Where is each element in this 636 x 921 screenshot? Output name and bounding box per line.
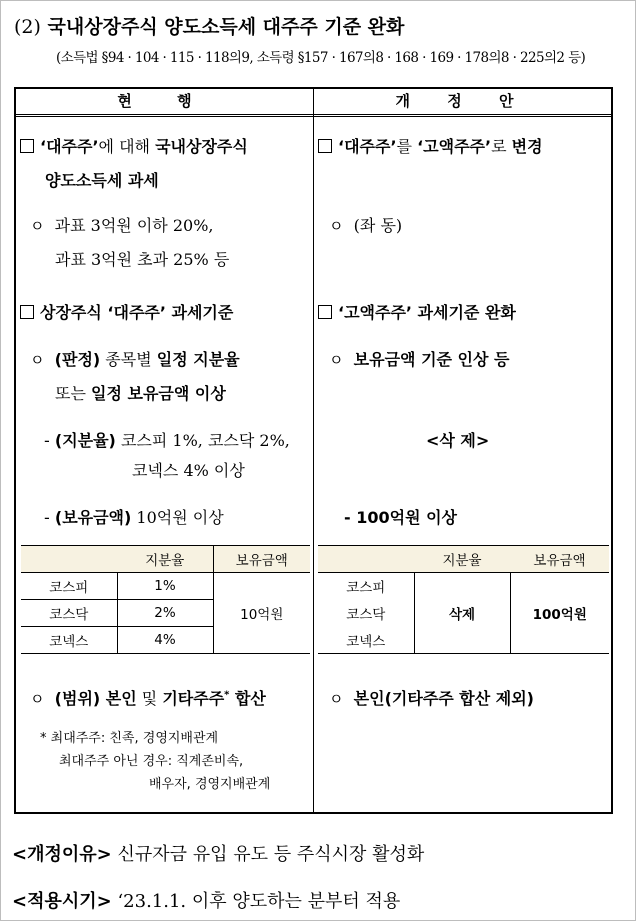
table-header-row: [318, 546, 609, 573]
note-line-2: 최대주주 아닌 경우: 직계존비속,: [59, 754, 244, 769]
current-dash-ratio: - (지분율) 코스피 1%, 코스닥 2%,: [44, 431, 290, 450]
revised-section-1: ‘대주주’를 ‘고액주주’로 변경: [318, 134, 543, 157]
reason-label: <개정이유>: [12, 844, 112, 865]
bullet-icon: ㅇ: [30, 217, 45, 235]
checkbox-square-icon: [20, 139, 34, 153]
revised-section-2: ‘고액주주’ 과세기준 완화: [318, 300, 516, 323]
column-header-amount: 보유금액: [510, 546, 609, 573]
effective-date: [12, 887, 400, 913]
revised-bullet-scope: ㅇ 본인(기타주주 합산 제외): [329, 689, 534, 708]
column-header-ratio: 지분율: [117, 546, 213, 573]
section-number: (2): [14, 16, 41, 38]
table-row: 코넥스 4%: [21, 627, 310, 654]
current-threshold-table: [21, 545, 310, 654]
current-bullet-tax-rate: ㅇ 과표 3억원 이하 20%,: [30, 216, 214, 235]
header-current: 현 행: [117, 92, 212, 110]
checkbox-square-icon: [318, 305, 332, 319]
section-title: [14, 12, 404, 39]
current-tax-rate-line2: 과표 3억원 초과 25% 등: [55, 250, 230, 269]
amount-cell: 10억원: [213, 573, 310, 654]
current-section-1: ‘대주주’에 대해 국내상장주식: [20, 134, 248, 157]
bullet-icon: ㅇ: [329, 217, 344, 235]
table-row: 코넥스: [318, 627, 609, 654]
column-header-amount: 보유금액: [213, 546, 310, 573]
current-bullet-scope: ㅇ (범위) 본인 및 기타주주* 합산: [30, 689, 266, 708]
bullet-icon: ㅇ: [329, 690, 344, 708]
effective-label: <적용시기>: [12, 891, 112, 912]
revised-threshold-table: [318, 545, 609, 654]
revised-bullet-same: ㅇ (좌 동): [329, 216, 403, 235]
current-dash-amount: - (보유금액) 10억원 이상: [44, 508, 224, 527]
amount-cell: 100억원: [510, 573, 609, 654]
reason-text: 신규자금 유입 유도 등 주식시장 활성화: [111, 844, 425, 865]
checkbox-square-icon: [20, 305, 34, 319]
comparison-table: [14, 87, 613, 814]
current-section-1-line2: 양도소득세 과세: [45, 171, 159, 190]
current-ratio-line2: 코넥스 4% 이상: [132, 461, 245, 480]
bullet-icon: ㅇ: [329, 351, 344, 369]
table-row: 코스피 삭제 100억원: [318, 573, 609, 600]
section-title-text: 국내상장주식 양도소득세 대주주 기준 완화: [47, 16, 405, 38]
table-row: 코스닥: [318, 600, 609, 627]
current-bullet-criteria: ㅇ (판정) 종목별 일정 지분율: [30, 350, 240, 369]
checkbox-square-icon: [318, 139, 332, 153]
legal-reference: (소득법 §94 · 104 · 115 · 118의9, 소득령 §157 · 167의8 · 168 · 169 · 178의8 · 225의2 등): [56, 50, 586, 66]
current-criteria-line2: 또는 일정 보유금액 이상: [55, 384, 226, 403]
table-row: 코스피 1% 10억원: [21, 573, 310, 600]
column-header-ratio: 지분율: [414, 546, 510, 573]
revised-dash-amount: - 100억원 이상: [344, 508, 458, 527]
column-divider: [313, 89, 314, 812]
table-row: 코스닥 2%: [21, 600, 310, 627]
revision-reason: [12, 840, 424, 866]
header-revised: 개 정 안: [395, 92, 530, 110]
revised-deleted-label: <삭 제>: [426, 431, 490, 450]
bullet-icon: ㅇ: [30, 351, 45, 369]
revised-bullet-criteria: ㅇ 보유금액 기준 인상 등: [329, 350, 510, 369]
note-line-1: * 최대주주: 친족, 경영지배관계: [40, 731, 219, 746]
ratio-deleted-cell: 삭제: [414, 573, 510, 654]
current-section-2: 상장주식 ‘대주주’ 과세기준: [20, 300, 233, 323]
effective-text: ‘23.1.1. 이후 양도하는 분부터 적용: [111, 891, 401, 912]
bullet-icon: ㅇ: [30, 690, 45, 708]
note-line-3: 배우자, 경영지배관계: [149, 777, 271, 792]
table-header-row: [21, 546, 310, 573]
